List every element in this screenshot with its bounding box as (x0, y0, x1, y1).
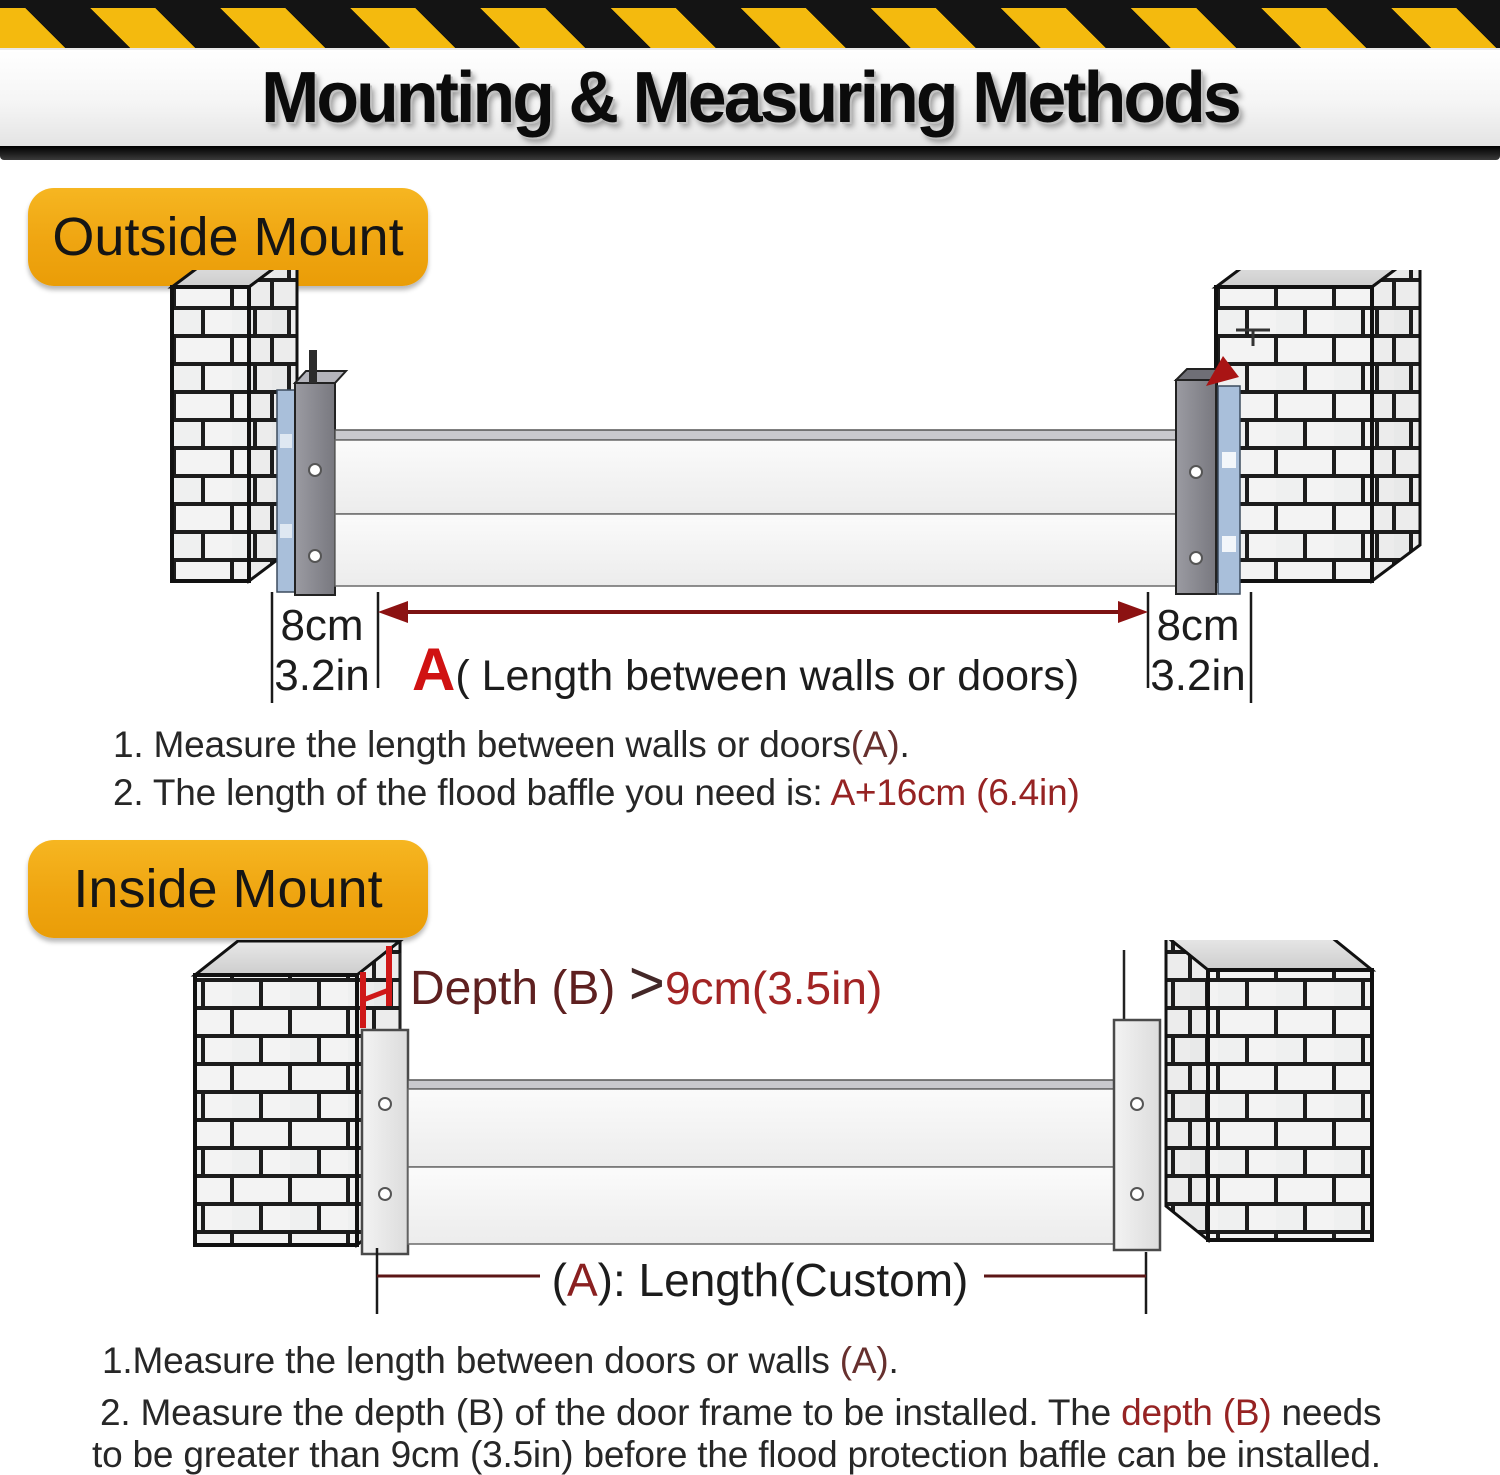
inside-mount-badge (28, 840, 428, 938)
dimension-arrow (378, 601, 1148, 623)
screw-hole (379, 1098, 391, 1110)
screw-hole (309, 550, 321, 562)
top-black-strip (0, 0, 1500, 8)
flood-barrier-panel (408, 1167, 1114, 1244)
bracket-pin (309, 350, 317, 383)
outside-mount-diagram (0, 270, 1500, 715)
screw-hole (1190, 552, 1202, 564)
right-offset-cm: 8cm (1156, 601, 1240, 650)
right-mounting-bracket (1176, 356, 1240, 594)
screw-hole (1131, 1098, 1143, 1110)
left-seal-strip (277, 390, 295, 592)
letter-a-red: A (412, 636, 456, 703)
depth-label: Depth (B) >9cm(3.5in) (410, 949, 883, 1018)
header-divider-bar (0, 146, 1500, 160)
screw-hole (379, 1188, 391, 1200)
inside-mount-badge-label: Inside Mount (73, 859, 383, 919)
left-channel-bracket (362, 1030, 408, 1254)
right-brick-pillar (1166, 940, 1372, 1240)
right-brick-pillar (1216, 270, 1420, 581)
outside-mount-badge-label: Outside Mount (52, 207, 404, 267)
inside-step-2: 2. Measure the depth (B) of the door frame to be installed. The depth (B) needs (100, 1392, 1382, 1433)
flood-barrier-panel (335, 514, 1176, 586)
right-channel-bracket (1114, 1020, 1160, 1250)
screw-hole (1190, 466, 1202, 478)
inside-step-2-continued: to be greater than 9cm (3.5in) before the flood protection baffle can be installed. (92, 1434, 1381, 1475)
page-title: Mounting & Measuring Methods (261, 58, 1239, 138)
title-bar (0, 50, 1500, 146)
flood-barrier-panel (335, 440, 1176, 514)
right-offset-in: 3.2in (1150, 651, 1246, 700)
left-offset-cm: 8cm (280, 601, 364, 650)
right-seal-strip (1218, 386, 1240, 594)
flood-barrier (335, 430, 1176, 586)
left-offset-in: 3.2in (274, 651, 370, 700)
length-custom-label: (A): Length(Custom) (551, 1254, 969, 1306)
length-a-label: A( Length between walls or doors) (412, 636, 1080, 703)
inside-step-1: 1.Measure the length between doors or walls (A). (102, 1340, 899, 1381)
flood-barrier-panel (408, 1089, 1114, 1167)
outside-step-2: 2. The length of the flood baffle you need is: A+16cm (6.4in) (113, 772, 1080, 813)
outside-step-1: 1. Measure the length between walls or doors(A). (113, 724, 910, 765)
flood-barrier (408, 1080, 1114, 1244)
screw-hole (1131, 1188, 1143, 1200)
hazard-stripe-banner (0, 8, 1500, 50)
letter-a-maroon: A (566, 1254, 598, 1306)
screw-hole (309, 464, 321, 476)
inside-mount-diagram (0, 940, 1500, 1330)
